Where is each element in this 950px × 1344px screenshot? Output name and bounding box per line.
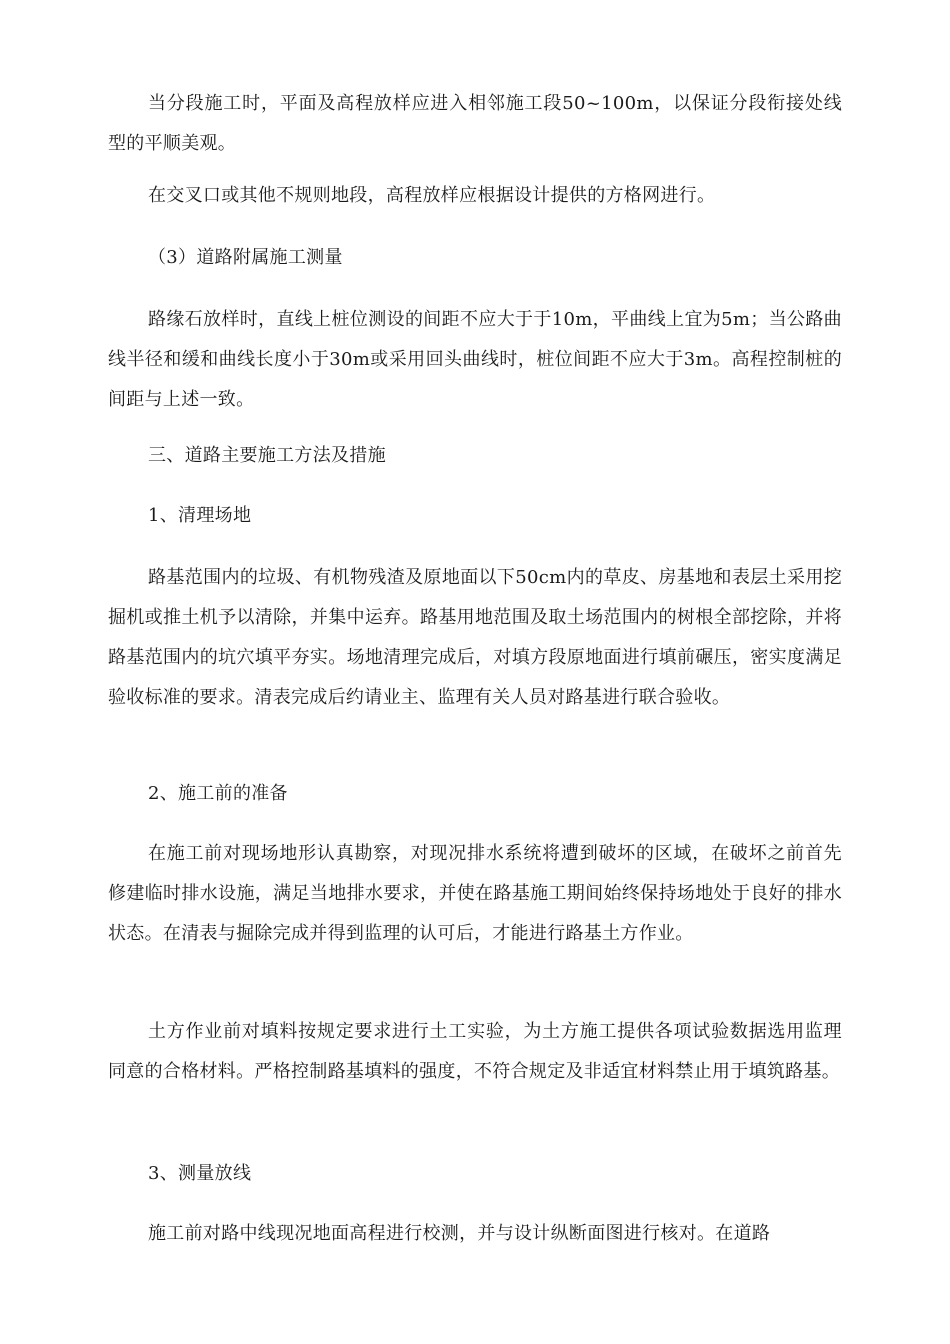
paragraph-intersection-stakeout: 在交叉口或其他不规则地段，高程放样应根据设计提供的方格网进行。 (148, 185, 716, 206)
heading-site-clearing: 1、清理场地 (148, 505, 252, 526)
heading-preparation: 2、施工前的准备 (148, 783, 288, 804)
paragraph-drainage: 在施工前对现场地形认真勘察，对现况排水系统将遭到破坏的区域，在破坏之前首先修建临时排水设施，满足当地排水要求，并使在路基施工期间始终保持场地处于良好的排水状态。在清表与掘除完成并得到监理的认可后，才能进行路基土方作业。 (108, 843, 842, 944)
heading-section-three: 三、道路主要施工方法及措施 (148, 445, 386, 466)
paragraph-segment-stakeout: 当分段施工时，平面及高程放样应进入相邻施工段50~100m，以保证分段衔接处线型的平顺美观。 (108, 93, 842, 154)
paragraph-site-clearing: 路基范围内的垃圾、有机物残渣及原地面以下50cm内的草皮、房基地和表层土采用挖掘机或推土机予以清除，并集中运弃。路基用地范围及取土场范围内的树根全部挖除，并将路基范围内的坑穴填平夯实。场地清理完成后，对填方段原地面进行填前碾压，密实度满足验收标准的要求。清表完成后约请业主、监理有关人员对路基进行联合验收。 (108, 567, 842, 708)
paragraph-soil-testing: 土方作业前对填料按规定要求进行土工实验，为土方施工提供各项试验数据选用监理同意的合格材料。严格控制路基填料的强度，不符合规定及非适宜材料禁止用于填筑路基。 (108, 1021, 842, 1082)
paragraph-centerline-check: 施工前对路中线现况地面高程进行校测，并与设计纵断面图进行核对。在道路 (148, 1223, 771, 1244)
paragraph-curb-stakeout: 路缘石放样时，直线上桩位测设的间距不应大于于10m，平曲线上宜为5m；当公路曲线半径和缓和曲线长度小于30m或采用回头曲线时，桩位间距不应大于3m。高程控制桩的间距与上述一致。 (108, 309, 842, 410)
heading-auxiliary-survey: （3）道路附属施工测量 (148, 247, 343, 268)
heading-survey-layout: 3、测量放线 (148, 1163, 252, 1184)
